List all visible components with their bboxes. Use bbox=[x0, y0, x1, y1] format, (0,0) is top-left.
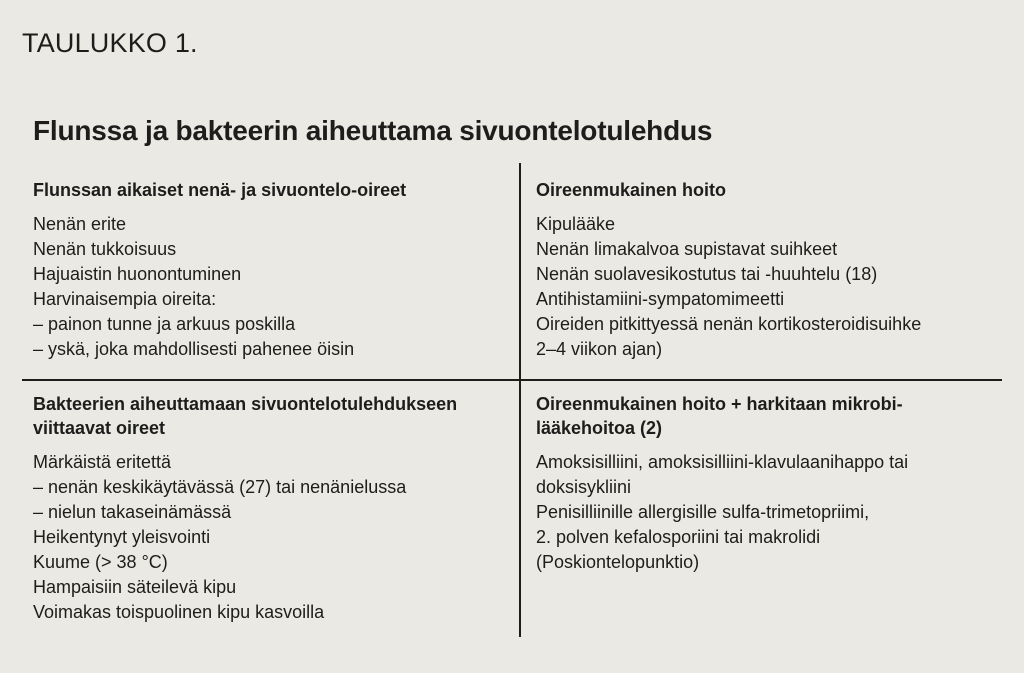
list-item: – painon tunne ja arkuus poskilla bbox=[33, 314, 296, 334]
cell-bacterial-symptoms bbox=[33, 392, 503, 625]
list-item: – nenän keskikäytävässä (27) tai nenänielussa bbox=[33, 477, 407, 497]
list-item: – yskä, joka mahdollisesti pahenee öisin bbox=[33, 339, 355, 359]
cell-symptomatic-treatment bbox=[536, 178, 1006, 362]
list-item: Nenän limakalvoa supistavat suihkeet bbox=[536, 239, 838, 259]
list-item: Voimakas toispuolinen kipu kasvoilla bbox=[33, 602, 325, 622]
cell-list bbox=[33, 450, 503, 625]
cell-heading: Oireenmukainen hoito bbox=[536, 180, 727, 200]
list-item: Penisilliinille allergisille sulfa-trimetopriimi, bbox=[536, 502, 870, 522]
cell-heading: Bakteerien aiheuttamaan sivuontelotulehdukseen viittaavat oireet bbox=[33, 394, 458, 438]
list-item: Antihistamiini-sympatomimeetti bbox=[536, 289, 785, 309]
cell-list bbox=[536, 212, 1006, 362]
table-title: Flunssa ja bakteerin aiheuttama sivuontelotulehdus bbox=[33, 115, 713, 146]
list-item: Nenän erite bbox=[33, 214, 127, 234]
list-item: 2. polven kefalosporiini tai makrolidi bbox=[536, 527, 821, 547]
list-item: Kipulääke bbox=[536, 214, 616, 234]
cell-heading: Flunssan aikaiset nenä- ja sivuontelo-oireet bbox=[33, 180, 407, 200]
list-item: Hampaisiin säteilevä kipu bbox=[33, 577, 237, 597]
list-item: doksisykliini bbox=[536, 477, 632, 497]
list-item: Amoksisilliini, amoksisilliini-klavulaanihappo tai bbox=[536, 452, 909, 472]
table-label: TAULUKKO 1. bbox=[22, 28, 198, 58]
list-item: 2–4 viikon ajan) bbox=[536, 339, 663, 359]
list-item: Hajuaistin huonontuminen bbox=[33, 264, 242, 284]
list-item: Nenän suolavesikostutus tai -huuhtelu (18) bbox=[536, 264, 878, 284]
cell-antibiotic-treatment bbox=[536, 392, 1006, 575]
cell-list bbox=[536, 450, 1006, 575]
list-item: Oireiden pitkittyessä nenän kortikosteroidisuihke bbox=[536, 314, 922, 334]
list-item: Kuume (> 38 °C) bbox=[33, 552, 168, 572]
list-item: Harvinaisempia oireita: bbox=[33, 289, 217, 309]
vertical-divider bbox=[519, 163, 521, 637]
list-item: Märkäistä eritettä bbox=[33, 452, 172, 472]
list-item: Heikentynyt yleisvointi bbox=[33, 527, 211, 547]
list-item: – nielun takaseinämässä bbox=[33, 502, 232, 522]
cell-heading: Oireenmukainen hoito + harkitaan mikrobi- lääkehoitoa (2) bbox=[536, 394, 903, 438]
cell-list bbox=[33, 212, 503, 362]
horizontal-divider bbox=[22, 379, 1002, 381]
list-item: Nenän tukkoisuus bbox=[33, 239, 177, 259]
list-item: (Poskiontelopunktio) bbox=[536, 552, 700, 572]
cell-early-symptoms bbox=[33, 178, 503, 362]
